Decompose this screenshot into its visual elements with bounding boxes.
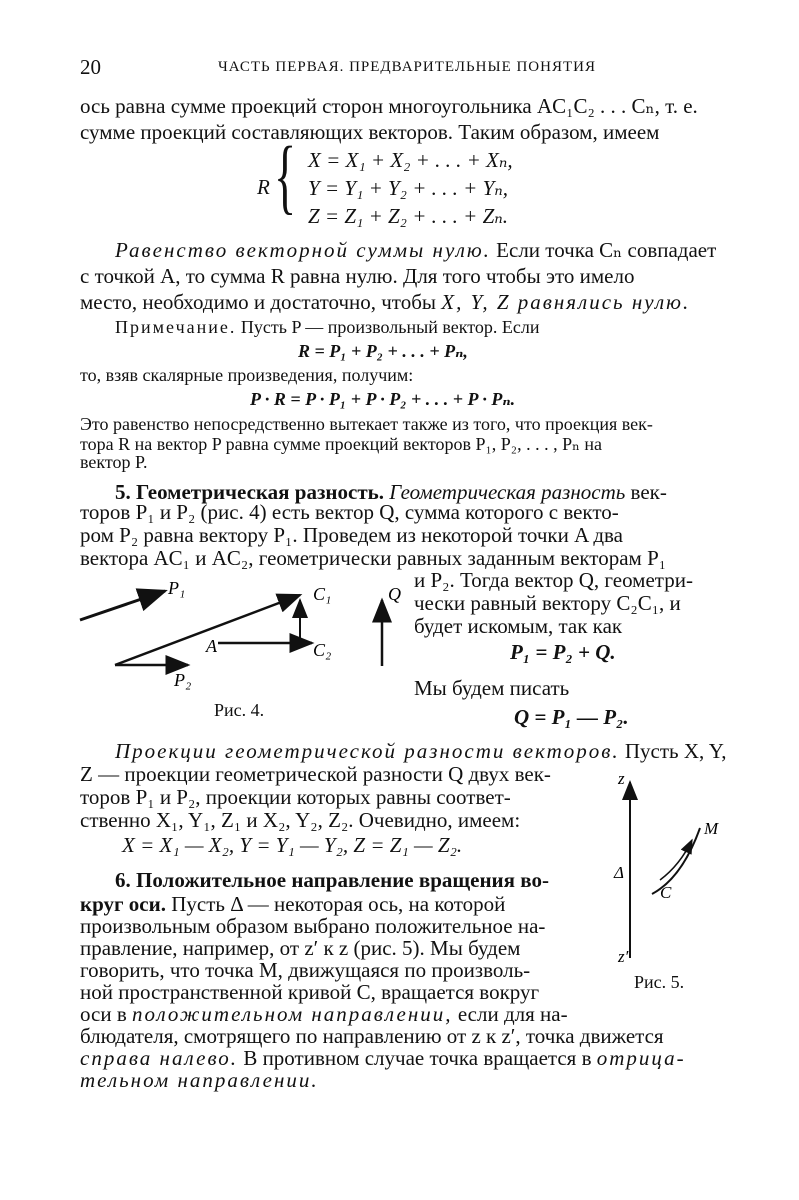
figure-5-caption: Рис. 5. [634,972,685,992]
figure-5 [600,770,730,970]
projections-line-1: Проекции геометрической разности векторов. Пусть X, Y, [115,739,727,763]
label-m: M [704,819,719,838]
section-6-heading-1: 6. Положительное направление вращения во- [115,868,549,892]
label-p2: P₂ [174,670,192,690]
section-5-formula-2: Q = P₁ — P₂. [514,705,629,729]
label-z: z [618,769,625,788]
label-c2: C₂ [313,640,332,660]
section-6-line-8: блюдателя, смотрящего по направлению от z к z′, точка движется [80,1024,664,1048]
system-eq-3: Z = Z₁ + Z₂ + . . . + Zₙ. [308,204,509,228]
section-6-line-5: говорить, что точка M, движущаяся по произволь- [80,958,531,982]
label-p1: P₁ [168,578,186,598]
figure-4 [70,570,400,720]
note-line-1: Примечание. Пусть P — произвольный вектор. Если [115,317,540,337]
section-6-line-4: правление, например, от z′ к z (рис. 5). Мы будем [80,936,521,960]
vector-p1 [80,591,165,620]
label-c1: C₁ [313,584,332,604]
system-label-R: R [257,175,270,199]
running-title: ЧАСТЬ ПЕРВАЯ. ПРЕДВАРИТЕЛЬНЫЕ ПОНЯТИЯ [218,59,596,75]
intro-line-1: ось равна сумме проекций сторон многоугольника AC₁C₂ . . . Cₙ, т. е. [80,94,698,118]
section-5-heading-line: 5. Геометрическая разность. Геометрическая разность век- [115,480,667,504]
system-brace: { [274,130,297,223]
section-5-line-3: ром P₂ равна вектору P₁. Проведем из некоторой точки A два [80,523,623,547]
section-6-line-10: тельном направлении. [80,1068,319,1092]
projections-line-4: ственно X₁, Y₁, Z₁ и X₂, Y₂, Z₂. Очевидно, имеем: [80,808,521,832]
section-6-line-7: оси в положительном направлении, если для на- [80,1002,568,1026]
label-q: Q [388,584,401,604]
label-c: C [660,883,672,902]
section-6-line-2: круг оси. Пусть Δ — некоторая ось, на которой [80,892,506,916]
zero-sum-line-1: Равенство векторной суммы нулю. Если точка Cₙ совпадает [115,238,717,262]
note-line-2: то, взяв скалярные произведения, получим: [80,365,414,385]
section-5-line-4: вектора AC₁ и AC₂, геометрически равных заданным векторам P₁ [80,546,667,570]
section-6-line-6: ной пространственной кривой C, вращается вокруг [80,980,540,1004]
section-5-line-5: и P₂. Тогда вектор Q, геометри- [414,568,693,592]
note-line-5: вектор P. [80,452,148,472]
note-formula-2: P · R = P · P₁ + P · P₂ + . . . + P · Pₙ. [250,389,516,409]
note-formula-1: R = P₁ + P₂ + . . . + Pₙ, [298,341,468,361]
label-z-prime: z′ [618,947,629,966]
page-number: 20 [80,55,101,79]
label-delta: Δ [614,863,624,882]
section-5-line-8: Мы будем писать [414,676,570,700]
label-a: A [206,636,217,656]
figure-4-caption: Рис. 4. [214,700,265,720]
system-eq-2: Y = Y₁ + Y₂ + . . . + Yₙ, [308,176,509,200]
system-eq-1: X = X₁ + X₂ + . . . + Xₙ, [308,148,513,172]
note-line-4: тора R на вектор P равна сумме проекций векторов P₁, P₂, . . . , Pₙ на [80,434,602,454]
section-5-line-6: чески равный вектору C₂C₁, и [414,591,681,615]
section-5-formula-1: P₁ = P₂ + Q. [510,640,616,664]
projections-formula: X = X₁ — X₂, Y = Y₁ — Y₂, Z = Z₁ — Z₂. [122,833,463,857]
section-6-line-9: справа налево. В противном случае точка вращается в отрица- [80,1046,686,1070]
section-5-line-2: торов P₁ и P₂ (рис. 4) есть вектор Q, сумма которого с векто- [80,500,619,524]
projections-line-3: торов P₁ и P₂, проекции которых равны соответ- [80,785,511,809]
note-line-3: Это равенство непосредственно вытекает также из того, что проекция век- [80,414,653,434]
section-5-line-7: будет искомым, так как [414,614,623,638]
zero-sum-line-3: место, необходимо и достаточно, чтобы X, Y, Z равнялись нулю. [80,290,691,314]
projections-line-2: Z — проекции геометрической разности Q двух век- [80,762,551,786]
section-6-line-3: произвольным образом выбрано положительное на- [80,914,546,938]
intro-line-2: сумме проекций составляющих векторов. Таким образом, имеем [80,120,660,144]
zero-sum-line-2: с точкой A, то сумма R равна нулю. Для того чтобы это имело [80,264,635,288]
